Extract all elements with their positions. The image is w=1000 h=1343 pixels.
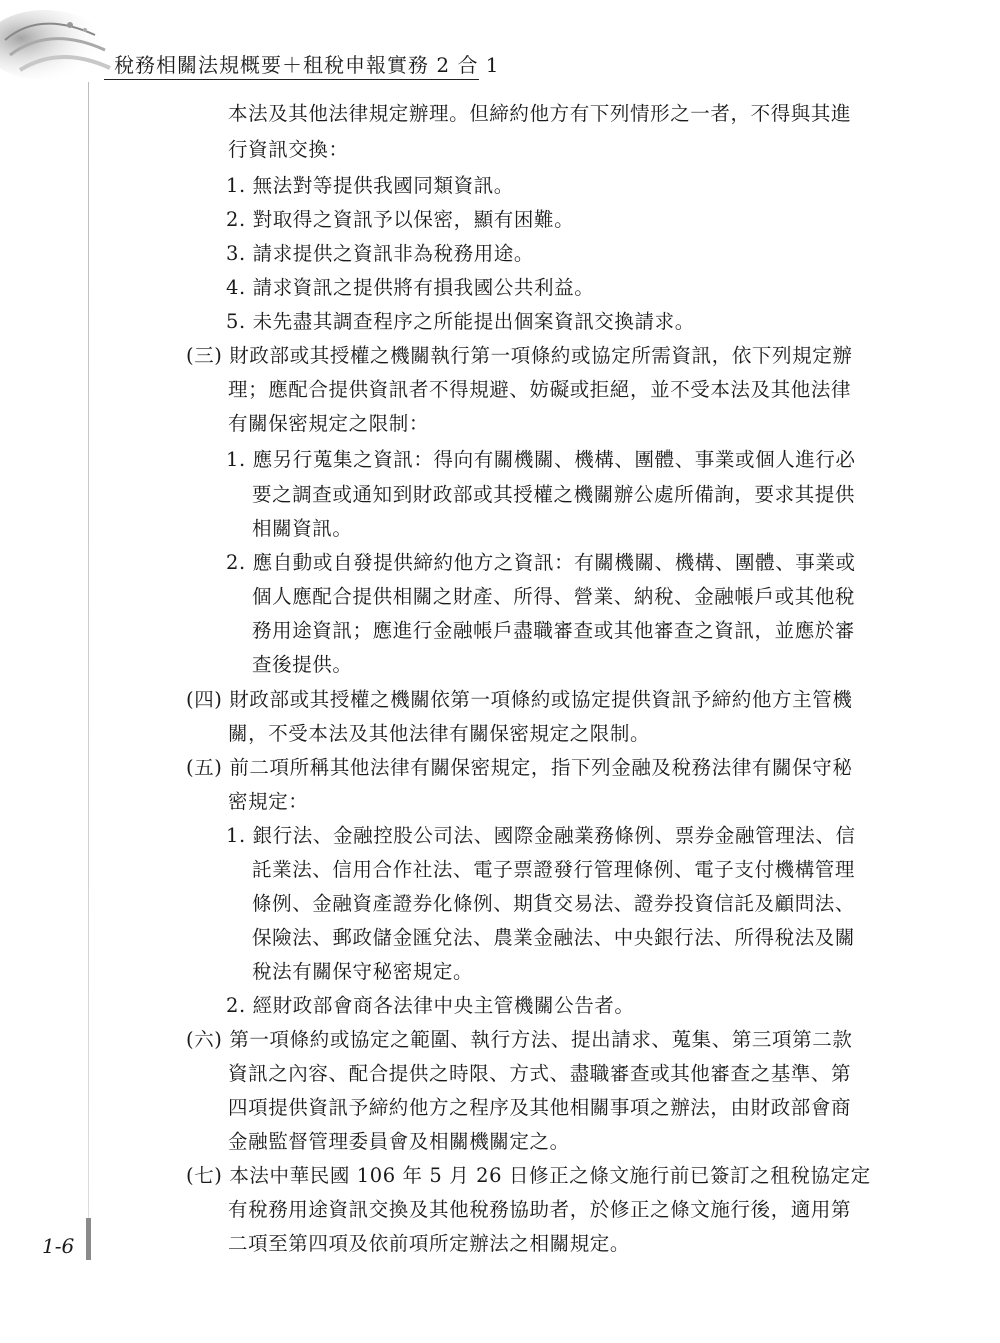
text-line: 行資訊交換： xyxy=(228,138,349,161)
section-heading-3: (三) 財政部或其授權之機關執行第一項條約或協定所需資訊，依下列規定辦 xyxy=(186,344,853,367)
text-line: 查後提供。 xyxy=(252,653,353,676)
text-line: 本法及其他法律規定辦理。但締約他方有下列情形之一者，不得與其進 xyxy=(228,102,852,125)
list-item: 1. 無法對等提供我國同類資訊。 xyxy=(226,174,514,197)
section-heading-7: (七) 本法中華民國 106 年 5 月 26 日修正之條文施行前已簽訂之租稅協定定 xyxy=(186,1164,871,1187)
running-header-title: 稅務相關法規概要＋租稅申報實務 2 合 1 xyxy=(114,53,500,77)
page-number: 1-6 xyxy=(42,1234,75,1258)
text-line: 相關資訊。 xyxy=(252,517,353,540)
text-line: 有關保密規定之限制： xyxy=(228,412,430,435)
text-line: 保險法、郵政儲金匯兌法、農業金融法、中央銀行法、所得稅法及關 xyxy=(252,926,856,949)
text-line: 有稅務用途資訊交換及其他稅務協助者，於修正之條文施行後，適用第 xyxy=(228,1198,852,1221)
section-heading-6: (六) 第一項條約或協定之範圍、執行方法、提出請求、蒐集、第三項第二款 xyxy=(186,1028,853,1051)
list-item: 2. 對取得之資訊予以保密，顯有困難。 xyxy=(226,208,575,231)
text-line: 稅法有關保守秘密規定。 xyxy=(252,960,474,983)
page-number-bar xyxy=(86,1218,91,1260)
section-heading-5: (五) 前二項所稱其他法律有關保密規定，指下列金融及稅務法律有關保守秘 xyxy=(186,756,853,779)
text-line: 條例、金融資產證券化條例、期貨交易法、證券投資信託及顧問法、 xyxy=(252,892,856,915)
list-item: 2. 應自動或自發提供締約他方之資訊：有關機關、機構、團體、事業或 xyxy=(226,551,856,574)
text-line: 密規定： xyxy=(228,790,309,813)
header-underline xyxy=(104,79,479,80)
list-item: 1. 應另行蒐集之資訊：得向有關機關、機構、團體、事業或個人進行必 xyxy=(226,448,856,471)
section-heading-4: (四) 財政部或其授權之機關依第一項條約或協定提供資訊予締約他方主管機 xyxy=(186,688,853,711)
text-line: 金融監督管理委員會及相關機關定之。 xyxy=(228,1130,570,1153)
text-line: 四項提供資訊予締約他方之程序及其他相關事項之辦法，由財政部會商 xyxy=(228,1096,852,1119)
list-item: 2. 經財政部會商各法律中央主管機關公告者。 xyxy=(226,994,635,1017)
text-line: 理；應配合提供資訊者不得規避、妨礙或拒絕，並不受本法及其他法律 xyxy=(228,378,852,401)
list-item: 3. 請求提供之資訊非為稅務用途。 xyxy=(226,242,535,265)
text-line: 資訊之內容、配合提供之時限、方式、盡職審查或其他審查之基準、第 xyxy=(228,1062,852,1085)
left-margin-rule xyxy=(88,82,89,1232)
text-line: 要之調查或通知到財政部或其授權之機關辦公處所備詢，要求其提供 xyxy=(252,483,856,506)
text-line: 關，不受本法及其他法律有關保密規定之限制。 xyxy=(228,722,651,745)
text-line: 二項至第四項及依前項所定辦法之相關規定。 xyxy=(228,1232,631,1255)
list-item: 4. 請求資訊之提供將有損我國公共利益。 xyxy=(226,276,595,299)
text-line: 務用途資訊；應進行金融帳戶盡職審查或其他審查之資訊，並應於審 xyxy=(252,619,856,642)
text-line: 託業法、信用合作社法、電子票證發行管理條例、電子支付機構管理 xyxy=(252,858,856,881)
list-item: 1. 銀行法、金融控股公司法、國際金融業務條例、票券金融管理法、信 xyxy=(226,824,856,847)
text-line: 個人應配合提供相關之財產、所得、營業、納稅、金融帳戶或其他稅 xyxy=(252,585,856,608)
header-corner-decoration xyxy=(0,0,130,100)
list-item: 5. 未先盡其調查程序之所能提出個案資訊交換請求。 xyxy=(226,310,695,333)
